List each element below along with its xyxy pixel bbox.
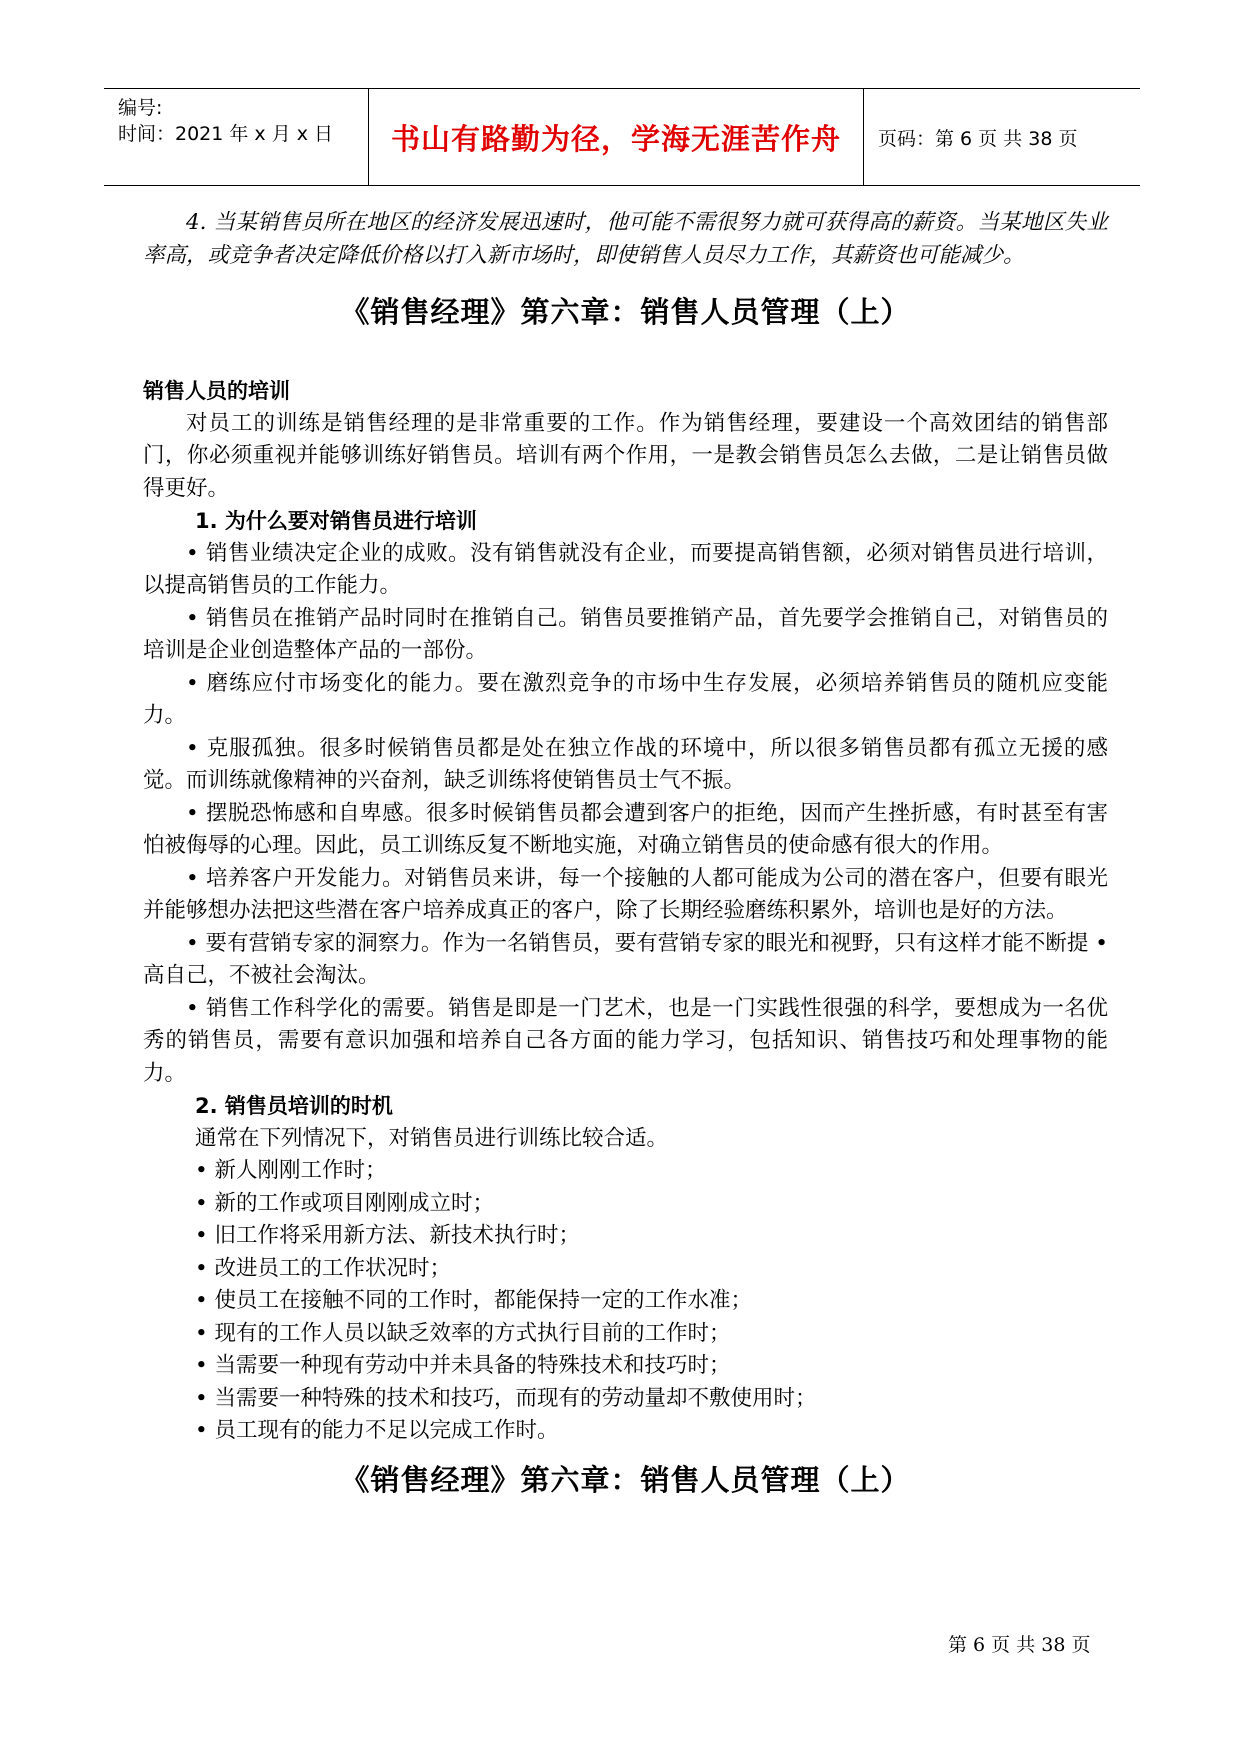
list-item: • 销售员在推销产品时同时在推销自己。销售员要推销产品，首先要学会推销自己，对销售员的培训是企业创造整体产品的一部份。 [143,605,1108,663]
training-timing-intro: 通常在下列情况下，对销售员进行训练比较合适。 [195,1125,669,1151]
list-item: • 现有的工作人员以缺乏效率的方式执行目前的工作时； [195,1320,731,1346]
list-item: • 当需要一种现有劳动中并未具备的特殊技术和技巧时； [195,1353,731,1378]
training-timing-heading: 2. 销售员培训的时机 [195,1094,393,1118]
list-item: • 培养客户开发能力。对销售员来讲，每一个接触的人都可能成为公司的潜在客户，但要有眼光并能够想办法把这些潜在客户培养成真正的客户，除了长期经验磨练积累外，培训也是好的方法。 [143,865,1108,923]
chapter-title-repeat: 《销售经理》第六章：销售人员管理（上） [340,1462,911,1497]
why-train-list [143,538,1108,1091]
section-title: 销售人员的培训 [143,379,290,403]
header-left-cell [104,89,368,185]
header-right-cell [864,89,1140,185]
list-item: • 克服孤独。很多时候销售员都是处在独立作战的环境中，所以很多销售员都有孤立无援的感觉。而训练就像精神的兴奋剂，缺乏训练将使销售员士气不振。 [143,735,1108,793]
list-item: • 摆脱恐怖感和自卑感。很多时候销售员都会遭到客户的拒绝，因而产生挫折感，有时甚至有害怕被侮辱的心理。因此，员工训练反复不断地实施，对确立销售员的使命感有很大的作用。 [143,800,1108,858]
doc-time-label: 时间：2021 年 x 月 x 日 [118,123,334,145]
list-item: • 使员工在接触不同的工作时，都能保持一定的工作水准； [195,1288,753,1313]
list-item: • 员工现有的能力不足以完成工作时。 [195,1418,559,1443]
top-paragraph: 4. 当某销售员所在地区的经济发展迅速时，他可能不需很努力就可获得高的薪资。当某地区失业率高，或竞争者决定降低价格以打入新市场时，即使销售人员尽力工作，其薪资也可能减少。 [143,210,1108,268]
chapter-title: 《销售经理》第六章：销售人员管理（上） [340,295,911,329]
page-header [104,88,1140,186]
header-middle-cell [368,89,864,185]
section-intro: 对员工的训练是销售经理的是非常重要的工作。作为销售经理，要建设一个高效团结的销售部门，你必须重视并能够训练好销售员。培训有两个作用，一是教会销售员怎么去做，二是让销售员做得更好。 [143,410,1108,501]
list-item: • 改进员工的工作状况时； [195,1255,452,1281]
list-item: • 当需要一种特殊的技术和技巧，而现有的劳动量却不敷使用时； [195,1385,817,1411]
list-item: • 磨练应付市场变化的能力。要在激烈竞争的市场中生存发展，必须培养销售员的随机应变能力。 [143,670,1108,728]
list-item: • 新的工作或项目刚刚成立时； [195,1190,495,1216]
header-motto: 书山有路勤为径，学海无涯苦作舟 [390,121,841,156]
header-page-info: 页码：第 6 页 共 38 页 [878,127,1078,150]
page-footer: 第 6 页 共 38 页 [948,1634,1091,1656]
list-item: • 销售工作科学化的需要。销售是即是一门艺术，也是一门实践性很强的科学，要想成为一名优秀的销售员，需要有意识加强和培养自己各方面的能力学习，包括知识、销售技巧和处理事物的能力。 [143,995,1108,1086]
list-item: • 销售业绩决定企业的成败。没有销售就没有企业，而要提高销售额，必须对销售员进行培训，以提高销售员的工作能力。 [143,540,1108,598]
why-train-heading: 1. 为什么要对销售员进行培训 [195,509,477,533]
list-item: • 要有营销专家的洞察力。作为一名销售员，要有营销专家的眼光和视野，只有这样才能不断提 • 高自己，不被社会淘汰。 [143,930,1108,988]
list-item: • 新人刚刚工作时； [195,1158,387,1183]
training-timing-list [143,1155,1108,1448]
list-item: • 旧工作将采用新方法、新技术执行时； [195,1223,581,1248]
doc-number-label: 编号: [118,97,163,119]
document-body [143,207,1108,1499]
